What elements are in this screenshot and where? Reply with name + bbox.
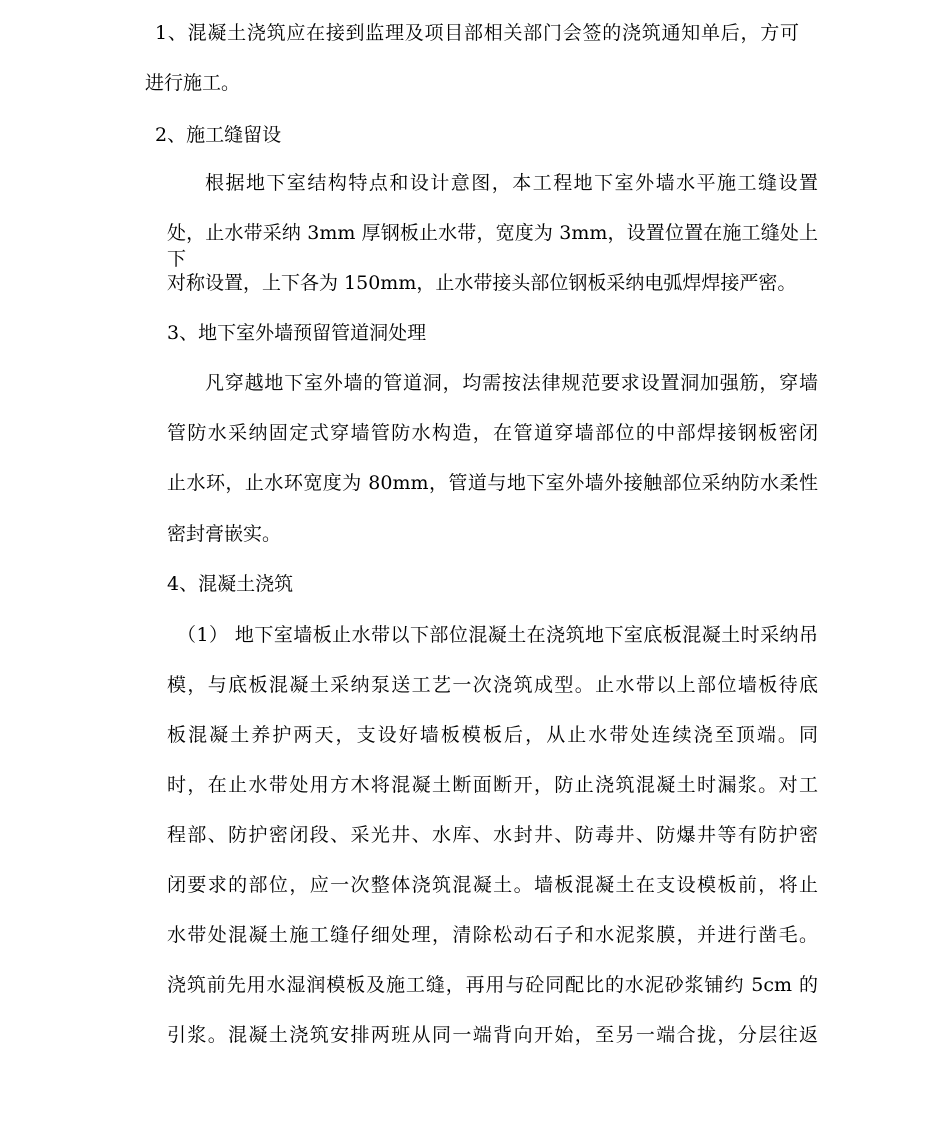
text-line: 模，与底板混凝土采纳泵送工艺一次浇筑成型。止水带以上部位墙板待底 <box>167 674 818 696</box>
text-line: 水带处混凝土施工缝仔细处理，清除松动石子和水泥浆膜，并进行凿毛。 <box>167 924 818 946</box>
section-heading: 4、混凝土浇筑 <box>167 573 294 595</box>
text-line: 凡穿越地下室外墙的管道洞，均需按法律规范要求设置洞加强筋，穿墙 <box>205 372 818 394</box>
text-line: 浇筑前先用水湿润模板及施工缝，再用与砼同配比的水泥砂浆铺约 5cm 的 <box>167 974 818 996</box>
text-line: 进行施工。 <box>145 72 241 94</box>
text-line: 1、混凝土浇筑应在接到监理及项目部相关部门会签的浇筑通知单后，方可 <box>155 22 799 44</box>
text-line: 对称设置，上下各为 150mm，止水带接头部位钢板采纳电弧焊焊接严密。 <box>167 272 797 294</box>
text-line: 根据地下室结构特点和设计意图，本工程地下室外墙水平施工缝设置 <box>205 172 818 194</box>
text-line: 闭要求的部位，应一次整体浇筑混凝土。墙板混凝土在支设模板前，将止 <box>167 874 818 896</box>
text-line: 密封膏嵌实。 <box>167 523 282 545</box>
text-line: 管防水采纳固定式穿墙管防水构造，在管道穿墙部位的中部焊接钢板密闭 <box>167 422 818 444</box>
section-heading: 3、地下室外墙预留管道洞处理 <box>167 322 427 344</box>
text-line: 板混凝土养护两天，支设好墙板模板后，从止水带处连续浇至顶端。同 <box>167 724 818 746</box>
text-line: （1） 地下室墙板止水带以下部位混凝土在浇筑地下室底板混凝土时采纳吊 <box>177 624 818 646</box>
text-line: 止水环，止水环宽度为 80mm，管道与地下室外墙外接触部位采纳防水柔性 <box>167 472 818 494</box>
text-line: 处，止水带采纳 3mm 厚钢板止水带，宽度为 3mm，设置位置在施工缝处上下 <box>167 222 818 270</box>
text-line: 引浆。混凝土浇筑安排两班从同一端背向开始，至另一端合拢，分层往返 <box>167 1024 818 1046</box>
text-line: 程部、防护密闭段、采光井、水库、水封井、防毒井、防爆井等有防护密 <box>167 824 818 846</box>
section-heading: 2、施工缝留设 <box>155 124 282 146</box>
text-line: 时，在止水带处用方木将混凝土断面断开，防止浇筑混凝土时漏浆。对工 <box>167 774 818 796</box>
